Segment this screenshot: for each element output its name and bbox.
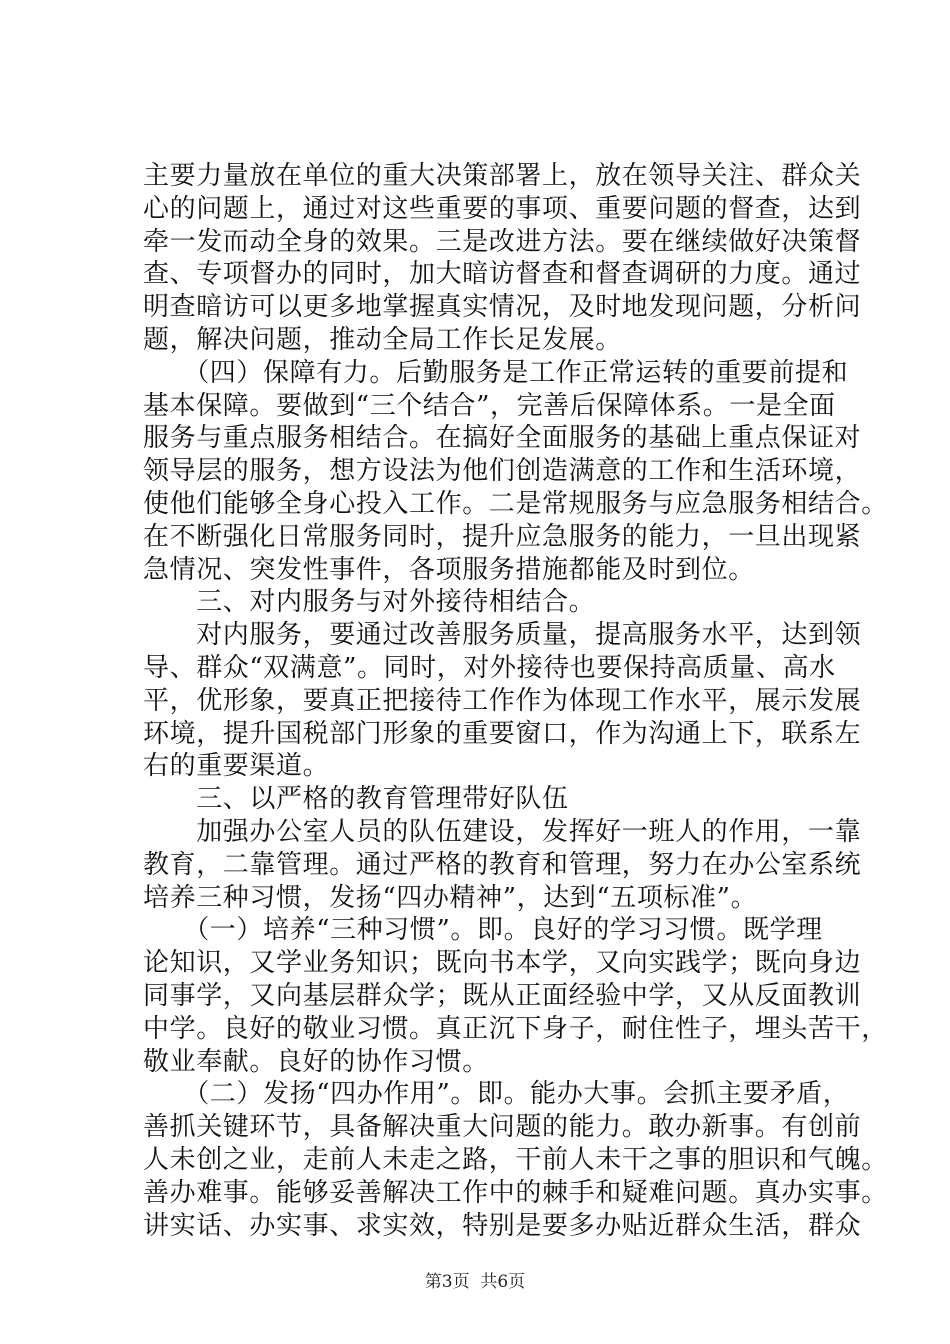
text-line: 明查暗访可以更多地掌握真实情况，及时地发现问题，分析问	[143, 292, 862, 323]
text-line: （二）发扬“四办作用”。即。能办大事。会抓主要矛盾，	[143, 1079, 850, 1110]
text-line: 教育，二靠管理。通过严格的教育和管理，努力在办公室系统	[143, 849, 862, 880]
text-line: 平，优形象，要真正把接待工作作为体现工作水平，展示发展	[143, 685, 862, 716]
text-line: 对内服务，要通过改善服务质量，提高服务水平，达到领	[143, 620, 862, 651]
text-line: 敬业奉献。良好的协作习惯。	[143, 1046, 489, 1077]
text-line: 急情况、突发性事件，各项服务措施都能及时到位。	[143, 554, 755, 585]
text-line: 人未创之业，走前人未走之路，干前人未干之事的胆识和气魄。	[143, 1144, 888, 1175]
text-line: （一）培养“三种习惯”。即。良好的学习习惯。既学理	[143, 915, 823, 946]
text-line: 导、群众“双满意”。同时，对外接待也要保持高质量、高水	[143, 652, 836, 683]
text-line: 讲实话、办实事、求实效，特别是要多办贴近群众生活，群众	[143, 1210, 862, 1241]
text-line: 心的问题上，通过对这些重要的事项、重要问题的督查，达到	[143, 193, 862, 224]
text-line: （四）保障有力。后勤服务是工作正常运转的重要前提和	[143, 357, 849, 388]
text-line: 主要力量放在单位的重大决策部署上，放在领导关注、群众关	[143, 161, 862, 191]
section-heading: 三、以严格的教育管理带好队伍	[143, 784, 569, 815]
text-line: 在不断强化日常服务同时，提升应急服务的能力，一旦出现紧	[143, 521, 862, 552]
text-line: 善抓关键环节，具备解决重大问题的能力。敢办新事。有创前	[143, 1112, 862, 1143]
text-line: 查、专项督办的同时，加大暗访督查和督查调研的力度。通过	[143, 259, 862, 290]
text-line: 服务与重点服务相结合。在搞好全面服务的基础上重点保证对	[143, 423, 862, 454]
text-line: 牵一发而动全身的效果。三是改进方法。要在继续做好决策督	[143, 226, 862, 257]
text-line: 领导层的服务，想方设法为他们创造满意的工作和生活环境，	[143, 456, 862, 487]
text-line: 基本保障。要做到“三个结合”，完善后保障体系。一是全面	[143, 390, 836, 421]
text-line: 中学。良好的敬业习惯。真正沉下身子，耐住性子，埋头苦干，	[143, 1013, 888, 1044]
page-footer	[0, 1270, 950, 1294]
text-line: 善办难事。能够妥善解决工作中的棘手和疑难问题。真办实事。	[143, 1177, 888, 1208]
page-number: 第3页 共6页	[424, 1272, 526, 1292]
document-body	[143, 160, 888, 1242]
text-line: 培养三种习惯，发扬“四办精神”，达到“五项标准”。	[143, 882, 758, 913]
text-line: 加强办公室人员的队伍建设，发挥好一班人的作用，一靠	[143, 816, 862, 847]
text-line: 使他们能够全身心投入工作。二是常规服务与应急服务相结合。	[143, 488, 888, 519]
section-heading: 三、对内服务与对外接待相结合。	[143, 587, 596, 618]
text-line: 论知识，又学业务知识；既向书本学，又向实践学；既向身边	[143, 948, 862, 979]
text-line: 环境，提升国税部门形象的重要窗口，作为沟通上下，联系左	[143, 718, 862, 749]
text-line: 题，解决问题，推动全局工作长足发展。	[143, 324, 622, 355]
text-line: 同事学，又向基层群众学；既从正面经验中学，又从反面教训	[143, 980, 862, 1011]
text-line: 右的重要渠道。	[143, 751, 330, 782]
